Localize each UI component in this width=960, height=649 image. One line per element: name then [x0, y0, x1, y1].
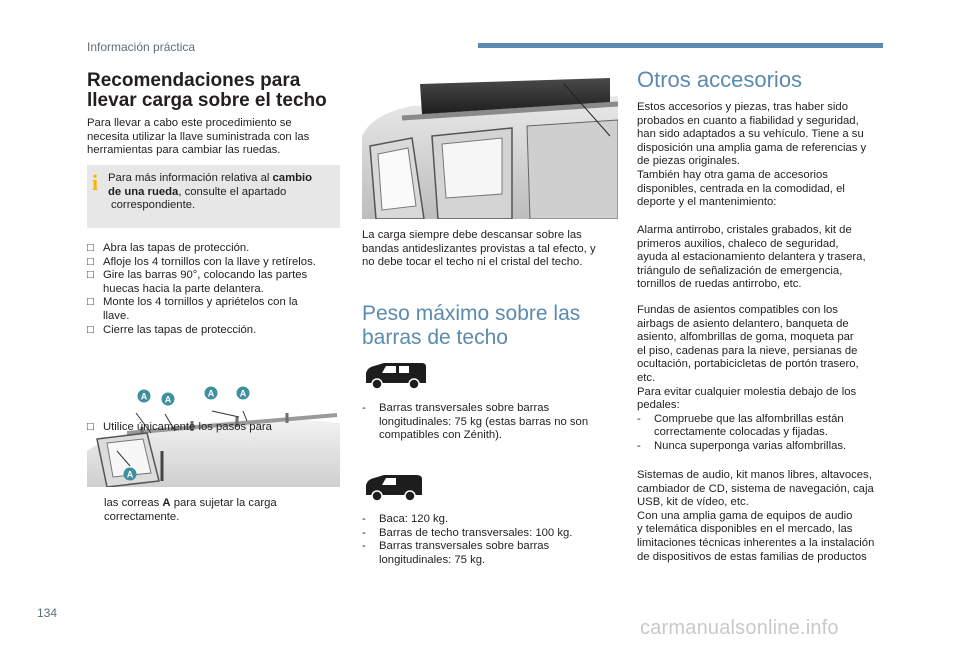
accessories-audio: Sistemas de audio, kit manos libres, altavoces, cambiador de CD, sistema de navegación, caja USB, kit de vídeo, etc. Con una amplia gama de equipos de audio y telemática disponibles en el mercado, las limitaciones técnicas inherentes a la instalación de dispositivos de estas familias de productos [637, 469, 875, 563]
roof-box-caption: La carga siempre debe descansar sobre las bandas antideslizantes provistas a tal efecto, y no debe tocar el techo ni el cristal del techo. [362, 229, 596, 269]
section-title-recomendaciones: Recomendaciones para llevar carga sobre el techo [87, 70, 327, 111]
list-item: - Barras transversales sobre barras longitudinales: 75 kg (estas barras no son compatibles con Zénith). [362, 402, 589, 442]
callout-a-label: A [140, 391, 148, 402]
straps-step-continued: las correas A para sujetar la carga correctamente. [104, 497, 277, 523]
info-icon: i [92, 170, 99, 195]
van-long-icon [362, 361, 428, 391]
steps-list [87, 242, 342, 337]
accessories-security: Alarma antirrobo, cristales grabados, kit de primeros auxilios, chaleco de seguridad, ayuda al estacionamiento delantera y trasera, triángulo de señalización de emergencia, tornillos de ruedas antirrobo, etc. [637, 224, 866, 291]
weight-list-long [362, 402, 622, 443]
header-bar [478, 43, 883, 48]
intro-paragraph: Para llevar a cabo este procedimiento se necesita utilizar la llave suministrada con las herramientas para cambiar las ruedas. [87, 117, 310, 157]
callout-a-label: A [239, 388, 247, 399]
weight-list-standard [362, 513, 622, 567]
callout-a-label: A [126, 469, 134, 480]
list-item: □ Abra las tapas de protección. [87, 242, 250, 254]
list-item: □ Afloje los 4 tornillos con la llave y retírelos. [87, 255, 316, 268]
list-item: □ Gire las barras 90°, colocando las partes huecas hacia la parte delantera. [87, 269, 308, 295]
info-text: Para más información relativa al cambio de una rueda, consulte el apartado correspondiente. [108, 172, 313, 212]
section-title-peso: Peso máximo sobre las barras de techo [362, 302, 581, 349]
list-item: □ Cierre las tapas de protección. [87, 323, 257, 336]
accessories-intro: Estos accesorios y piezas, tras haber sido probados en cuanto a fiabilidad y seguridad, han sido adaptados a su vehículo. Tiene a su disposición una amplia gama de referencias y de piezas originales. También hay otra gama de accesorios disponibles, centrada en la comodidad, el deporte y el mantenimiento: [637, 101, 867, 209]
roof-box-illustration [362, 76, 618, 219]
section-title-otros: Otros accesorios [637, 67, 803, 92]
watermark: carmanualsonline.info [640, 617, 839, 639]
list-item: □ Monte los 4 tornillos y apriételos con la llave. [87, 296, 298, 322]
van-standard-icon [362, 473, 428, 503]
list-item: - Nunca superponga varias alfombrillas. [637, 439, 847, 452]
callout-a-label: A [207, 388, 215, 399]
list-item: - Barras de techo transversales: 100 kg. [362, 526, 573, 539]
accessories-comfort: Fundas de asientos compatibles con los airbags de asiento delantero, banqueta de asiento, alfombrillas de goma, moqueta par el piso, cadenas para la nieve, persianas de ocultación, portabicicletas de portón trasero, etc. Para evitar cualquier molestia debajo de los pedales: - Compruebe que las alfombrillas están correctamente colocadas y fijadas. - Nunca superponga varias alfombrillas. [637, 304, 899, 454]
callout-a-label: A [164, 394, 172, 405]
list-item: - Compruebe que las alfombrillas están correctamente colocadas y fijadas. [637, 412, 844, 439]
list-item: - Barras transversales sobre barras longitudinales: 75 kg. [362, 540, 550, 566]
list-item: - Baca: 120 kg. [362, 513, 449, 525]
straps-step: □ Utilice únicamente los pasos para [87, 421, 272, 433]
section-header: Información práctica [87, 40, 196, 54]
page-number: 134 [37, 606, 58, 620]
